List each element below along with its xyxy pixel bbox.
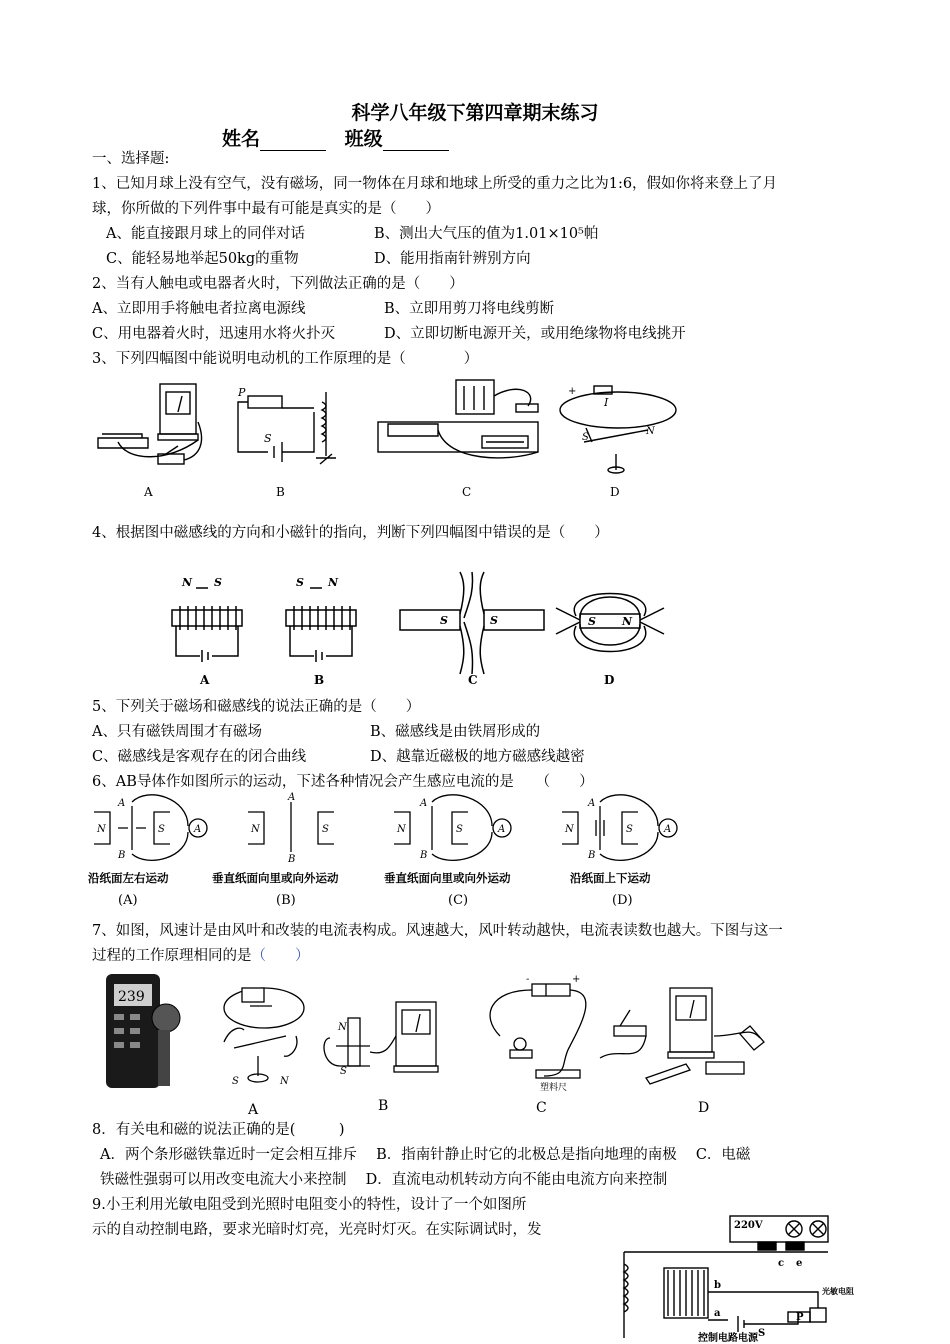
- svg-text:N: N: [97, 824, 106, 835]
- q6-caption-b: 垂直纸面向里或向外运动: [212, 871, 339, 885]
- q4-label-a: A: [200, 673, 210, 687]
- page-title: 科学八年级下第四章期末练习: [351, 102, 599, 124]
- q7-meter-reading: 239: [118, 989, 145, 1005]
- q3-figure: [88, 372, 688, 504]
- svg-text:N: N: [338, 1022, 347, 1033]
- q6-label-c: (C): [448, 893, 469, 908]
- q1-option-b: B、测出大气压的值为1.01×10⁵帕: [374, 226, 599, 242]
- svg-text:P: P: [796, 1312, 804, 1323]
- q9-line1: 9.小王利用光敏电阻受到光照时电阻变小的特性，设计了一个如图所: [92, 1197, 527, 1213]
- q4-figure: [160, 570, 660, 690]
- svg-text:B: B: [420, 850, 428, 861]
- q6-label-a: (A): [118, 893, 138, 908]
- svg-text:S: S: [340, 1066, 347, 1077]
- q3-line1: 3、下列四幅图中能说明电动机的工作原理的是（ ）: [92, 351, 479, 367]
- svg-text:B: B: [588, 850, 596, 861]
- q5-option-d: D、越靠近磁极的地方磁感线越密: [370, 749, 585, 765]
- svg-text:N: N: [565, 824, 574, 835]
- name-label: 姓名: [222, 128, 261, 150]
- svg-text:N: N: [622, 615, 633, 628]
- svg-text:e: e: [796, 1258, 803, 1269]
- svg-text:P: P: [238, 386, 246, 399]
- svg-text:A: A: [664, 824, 672, 835]
- q6-figure: [88, 792, 688, 910]
- svg-text:I: I: [604, 396, 609, 409]
- q4-line1: 4、根据图中磁感线的方向和小磁针的指向，判断下列四幅图中错误的是（ ）: [92, 525, 609, 541]
- q9-sensor-label: 光敏电阻: [822, 1286, 854, 1296]
- svg-text:S: S: [456, 824, 463, 835]
- svg-text:S: S: [582, 432, 589, 443]
- q4-label-c: C: [468, 673, 478, 687]
- q5-option-b: B、磁感线是由铁屑形成的: [370, 724, 541, 740]
- q7-label-b: B: [378, 1098, 389, 1114]
- section-heading: 一、选择题:: [92, 151, 170, 167]
- svg-text:S: S: [490, 614, 498, 627]
- q1-line2: 球，你所做的下列件事中最有可能是真实的是（ ）: [92, 201, 440, 217]
- svg-text:-: -: [526, 974, 530, 985]
- svg-text:b: b: [714, 1280, 721, 1291]
- q1-option-a: A、能直接跟月球上的同伴对话: [106, 226, 305, 242]
- q2-option-a: A、立即用手将触电者拉离电源线: [92, 301, 306, 317]
- svg-text:S: S: [232, 1076, 239, 1087]
- svg-text:N: N: [182, 576, 193, 589]
- q2-option-c: C、用电器着火时，迅速用水将火扑灭: [92, 326, 336, 342]
- q3-label-c: C: [462, 485, 472, 499]
- svg-text:+: +: [568, 386, 577, 397]
- svg-text:A: A: [288, 792, 296, 803]
- q7-label-d: D: [698, 1100, 710, 1116]
- q9-voltage-label: 220V: [734, 1220, 763, 1231]
- svg-text:N: N: [646, 426, 655, 437]
- q6-label-b: (B): [276, 893, 296, 908]
- q3-label-d: D: [610, 485, 620, 499]
- svg-text:a: a: [714, 1308, 721, 1319]
- svg-text:S: S: [264, 432, 272, 445]
- q4-label-d: D: [604, 673, 615, 687]
- q7-answer-paren: （ ）: [251, 948, 310, 964]
- svg-text:N: N: [280, 1076, 289, 1087]
- name-class-row: [222, 124, 461, 151]
- name-blank[interactable]: [260, 132, 326, 151]
- svg-text:S: S: [214, 576, 222, 589]
- class-label: 班级: [344, 128, 383, 150]
- q6-caption-a: 沿纸面左右运动: [88, 871, 169, 885]
- q8-line1: 8．有关电和磁的说法正确的是( ): [92, 1122, 345, 1138]
- svg-text:S: S: [296, 576, 304, 589]
- q3-label-b: B: [276, 485, 285, 499]
- q8-line3: 铁磁性强弱可以用改变电流大小来控制 D．直流电动机转动方向不能由电流方向来控制: [100, 1172, 668, 1188]
- q1-option-c: C、能轻易地举起50kg的重物: [106, 251, 299, 267]
- svg-text:S: S: [758, 1328, 766, 1339]
- q7-ruler-label: 塑料尺: [540, 1083, 568, 1093]
- q6-line1: 6、AB导体作如图所示的运动，下述各种情况会产生感应电流的是 （ ）: [92, 774, 594, 790]
- q9-figure: [618, 1208, 854, 1344]
- q7-label-c: C: [536, 1100, 547, 1116]
- svg-text:B: B: [288, 854, 296, 865]
- q9-line2: 示的自动控制电路，要求光暗时灯亮，光亮时灯灭。在实际调试时，发: [92, 1222, 542, 1238]
- svg-text:N: N: [328, 576, 339, 589]
- svg-text:A: A: [498, 824, 506, 835]
- svg-text:S: S: [588, 615, 596, 628]
- q5-option-c: C、磁感线是客观存在的闭合曲线: [92, 749, 307, 765]
- q7-label-a: A: [248, 1102, 259, 1118]
- svg-text:A: A: [194, 824, 202, 835]
- q5-option-a: A、只有磁铁周围才有磁场: [92, 724, 262, 740]
- svg-text:S: S: [626, 824, 633, 835]
- svg-text:S: S: [322, 824, 329, 835]
- q3-label-a: A: [144, 485, 153, 499]
- svg-text:A: A: [118, 798, 126, 809]
- q1-option-d: D、能用指南针辨别方向: [374, 251, 531, 267]
- q2-option-b: B、立即用剪刀将电线剪断: [384, 301, 555, 317]
- q5-line1: 5、下列关于磁场和磁感线的说法正确的是（ ）: [92, 699, 421, 715]
- q2-line1: 2、当有人触电或电器者火时，下列做法正确的是（ ）: [92, 276, 464, 292]
- q7-line2: [92, 946, 310, 966]
- q7-figure: [100, 966, 790, 1116]
- svg-text:S: S: [440, 614, 448, 627]
- q6-caption-c: 垂直纸面向里或向外运动: [384, 871, 511, 885]
- q9-caption: 控制电路电源: [698, 1333, 758, 1344]
- svg-text:S: S: [158, 824, 165, 835]
- q7-line1: 7、如图，风速计是由风叶和改装的电流表构成。风速越大，风叶转动越快，电流表读数也越大。下图与这一: [92, 923, 783, 939]
- svg-text:B: B: [118, 850, 126, 861]
- class-blank[interactable]: [383, 132, 449, 151]
- svg-text:N: N: [397, 824, 406, 835]
- svg-text:A: A: [420, 798, 428, 809]
- q4-label-b: B: [314, 673, 325, 687]
- svg-text:c: c: [778, 1258, 785, 1269]
- q2-option-d: D、立即切断电源开关，或用绝缘物将电线挑开: [384, 326, 686, 342]
- q6-caption-d: 沿纸面上下运动: [570, 871, 651, 885]
- svg-text:+: +: [572, 974, 581, 985]
- svg-text:A: A: [588, 798, 596, 809]
- q1-line1: 1、已知月球上没有空气，没有磁场，同一物体在月球和地球上所受的重力之比为1:6，假如你将来登上了月: [92, 176, 778, 192]
- q7-line2-text: 过程的工作原理相同的是: [92, 948, 252, 964]
- q6-label-d: (D): [612, 893, 633, 908]
- q8-line2: A．两个条形磁铁靠近时一定会相互排斥 B．指南针静止时它的北极总是指向地理的南极 C．电磁: [100, 1147, 751, 1163]
- svg-text:N: N: [251, 824, 260, 835]
